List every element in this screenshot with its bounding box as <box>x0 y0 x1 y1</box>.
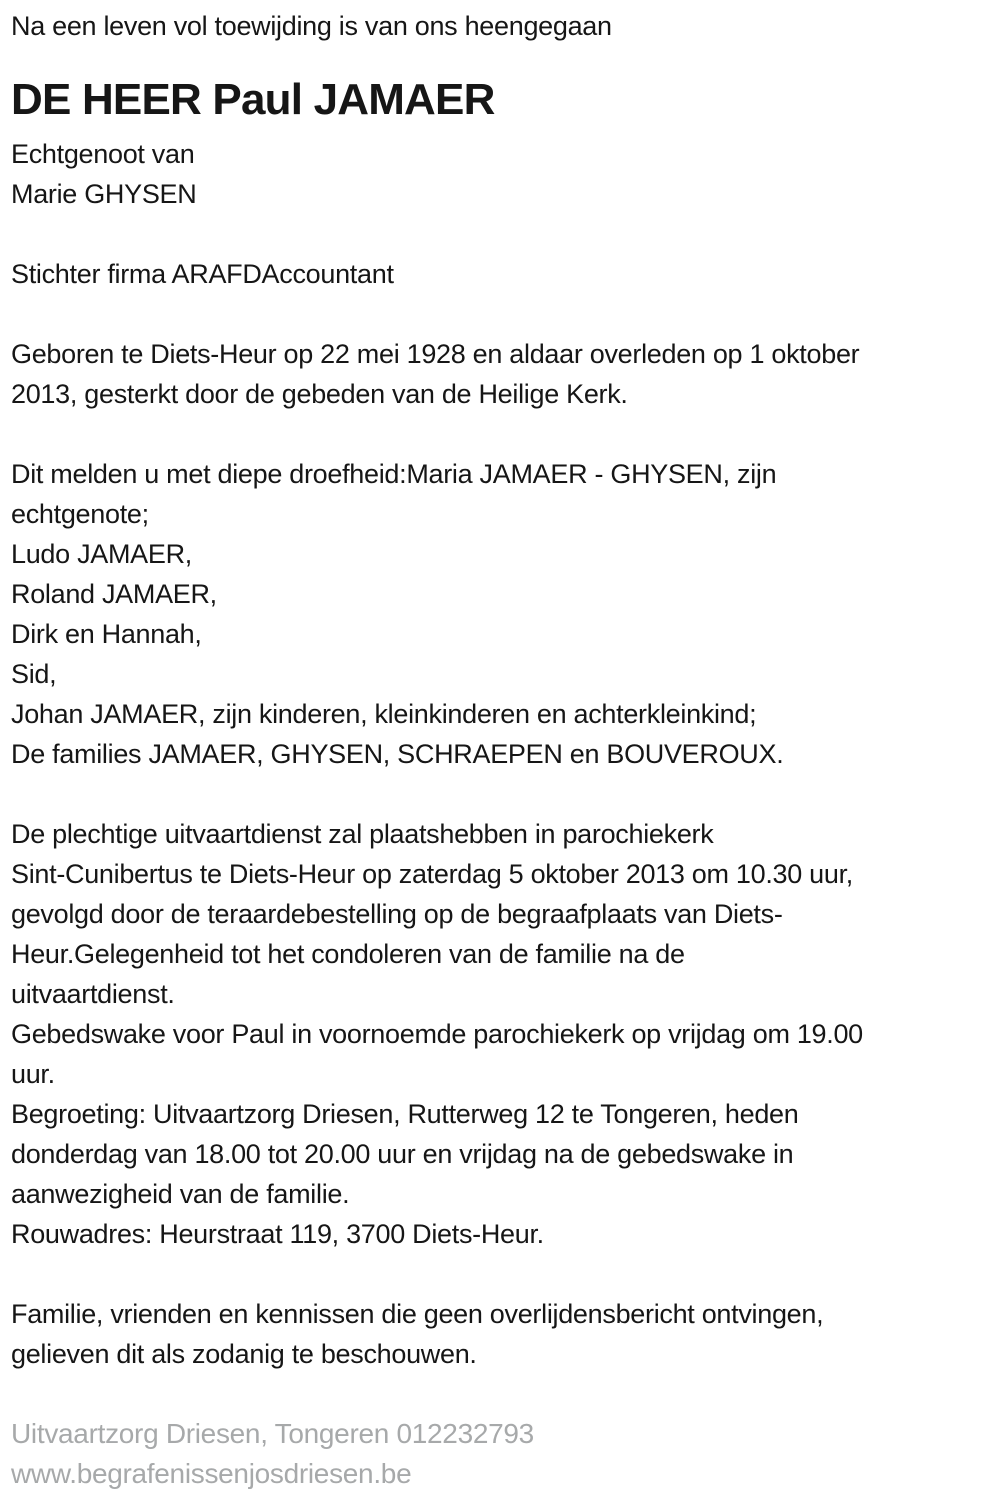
text-line: Begroeting: Uitvaartzorg Driesen, Rutterweg 12 te Tongeren, heden <box>11 1099 799 1129</box>
text-line: Dit melden u met diepe droefheid:Maria JAMAER - GHYSEN, zijn <box>11 459 777 489</box>
text-line: echtgenote; <box>11 499 149 529</box>
text-line: De plechtige uitvaartdienst zal plaatshebben in parochiekerk <box>11 819 714 849</box>
text-line: Rouwadres: Heurstraat 119, 3700 Diets-Heur. <box>11 1219 544 1249</box>
profession-paragraph <box>11 254 990 294</box>
spouse-paragraph <box>11 134 990 214</box>
text-line: Johan JAMAER, zijn kinderen, kleinkinderen en achterkleinkind; <box>11 699 757 729</box>
text-line: De families JAMAER, GHYSEN, SCHRAEPEN en BOUVEROUX. <box>11 739 784 769</box>
text-line: Sid, <box>11 659 57 689</box>
service-details-paragraph <box>11 814 990 1254</box>
text-line: Heur.Gelegenheid tot het condoleren van de familie na de <box>11 939 685 969</box>
text-line: Gebedswake voor Paul in voornoemde parochiekerk op vrijdag om 19.00 <box>11 1019 863 1049</box>
text-line: Familie, vrienden en kennissen die geen overlijdensbericht ontvingen, <box>11 1299 824 1329</box>
text-line: uitvaartdienst. <box>11 979 175 1009</box>
text-line: 2013, gesterkt door de gebeden van de Heilige Kerk. <box>11 379 628 409</box>
text-line: Geboren te Diets-Heur op 22 mei 1928 en aldaar overleden op 1 oktober <box>11 339 860 369</box>
intro-line: Na een leven vol toewijding is van ons heengegaan <box>11 11 612 41</box>
deceased-name-title: DE HEER Paul JAMAER <box>11 75 495 124</box>
text-line: donderdag van 18.00 tot 20.00 uur en vrijdag na de gebedswake in <box>11 1139 794 1169</box>
text-line: Dirk en Hannah, <box>11 619 202 649</box>
undertaker-footer <box>11 1414 990 1494</box>
text-line: Roland JAMAER, <box>11 579 217 609</box>
spouse-label-line: Echtgenoot van <box>11 139 195 169</box>
text-line: gevolgd door de teraardebestelling op de begraafplaats van Diets- <box>11 899 783 929</box>
undertaker-contact-line: Uitvaartzorg Driesen, Tongeren 012232793 <box>11 1418 534 1449</box>
text-line: Sint-Cunibertus te Diets-Heur op zaterdag 5 oktober 2013 om 10.30 uur, <box>11 859 853 889</box>
profession-line: Stichter firma ARAFDAccountant <box>11 259 394 289</box>
text-line: uur. <box>11 1059 55 1089</box>
text-line: aanwezigheid van de familie. <box>11 1179 350 1209</box>
spouse-name-line: Marie GHYSEN <box>11 179 197 209</box>
text-line: Ludo JAMAER, <box>11 539 192 569</box>
undertaker-website-line: www.begrafenissenjosdriesen.be <box>11 1458 412 1489</box>
text-line: gelieven dit als zodanig te beschouwen. <box>11 1339 477 1369</box>
announcement-paragraph <box>11 454 990 774</box>
death-notice-document <box>11 6 990 1494</box>
birth-death-paragraph <box>11 334 990 414</box>
closing-paragraph <box>11 1294 990 1374</box>
